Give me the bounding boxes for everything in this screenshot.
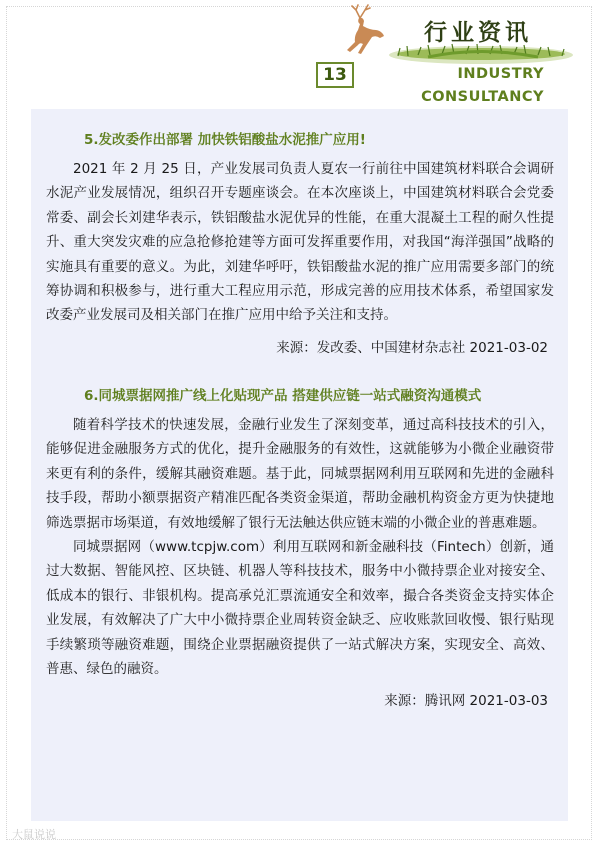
page-number: 13 [316,62,354,88]
watermark: 大鼠说说 [12,828,56,841]
article [46,386,554,711]
article-paragraph: 随着科学技术的快速发展，金融行业发生了深刻变革，通过高科技技术的引入，能够促进金融服务方式的优化，提升金融服务的有效性，这就能够为小微企业融资带来更有利的条件，缓解其融资难题。基于此，同城票据网利用互联网和先进的金融科技手段，帮助小额票据资产精准匹配各类资金渠道，帮助金融机构资金方更为快捷地筛选票据市场渠道，有效地缓解了银行无法触达供应链末端的小微企业的普惠难题。 [46,417,554,531]
article-paragraph: 2021 年 2 月 25 日，产业发展司负责人夏农一行前往中国建筑材料联合会调研水泥产业发展情况，组织召开专题座谈会。在本次座谈上，中国建筑材料联合会党委常委、副会长刘建华表示，铁铝酸盐水泥优异的性能，在重大混凝土工程的耐久性提升、重大突发灾难的应急抢修抢建等方面可发挥重要作用，对我国“海洋强国”战略的实施具有重要的意义。为此，刘建华呼吁，铁铝酸盐水泥的推广应用需要多部门的统筹协调和积极参与，进行重大工程应用示范，形成完善的应用技术体系，希望国家发改委产业发展司及相关部门在推广应用中给予关注和支持。 [46,161,554,324]
article-source: 来源：发改委、中国建材杂志社 2021-03-02 [276,339,548,356]
article-source: 来源：腾讯网 2021-03-03 [384,693,548,710]
article-heading: 5.发改委作出部署 加快铁铝酸盐水泥推广应用! [84,132,366,148]
deer-icon [330,4,392,64]
english-title-line2: CONSULTANCY [421,89,544,105]
article [46,130,554,358]
article-paragraph: 同城票据网（www.tcpjw.com）利用互联网和新金融科技（Fintech）创新，通过大数据、智能风控、区块链、机器人等科技技术，服务中小微持票企业对接安全、低成本的银行、非银机构。提高承兑汇票流通安全和效率，撮合各类资金支持实体企业发展，有效解决了广大中小微持票企业周转资金缺乏、应收账款回收慢、银行贴现手续繁琐等融资难题，围绕企业票据融资提供了一站式解决方案，实现安全、高效、普惠、绿色的融资。 [46,539,554,678]
article-heading: 6.同城票据网推广线上化贴现产品 搭建供应链一站式融资沟通模式 [84,388,482,404]
english-title-line1: INDUSTRY [457,66,544,82]
section-title: 行业资讯 [424,20,532,46]
